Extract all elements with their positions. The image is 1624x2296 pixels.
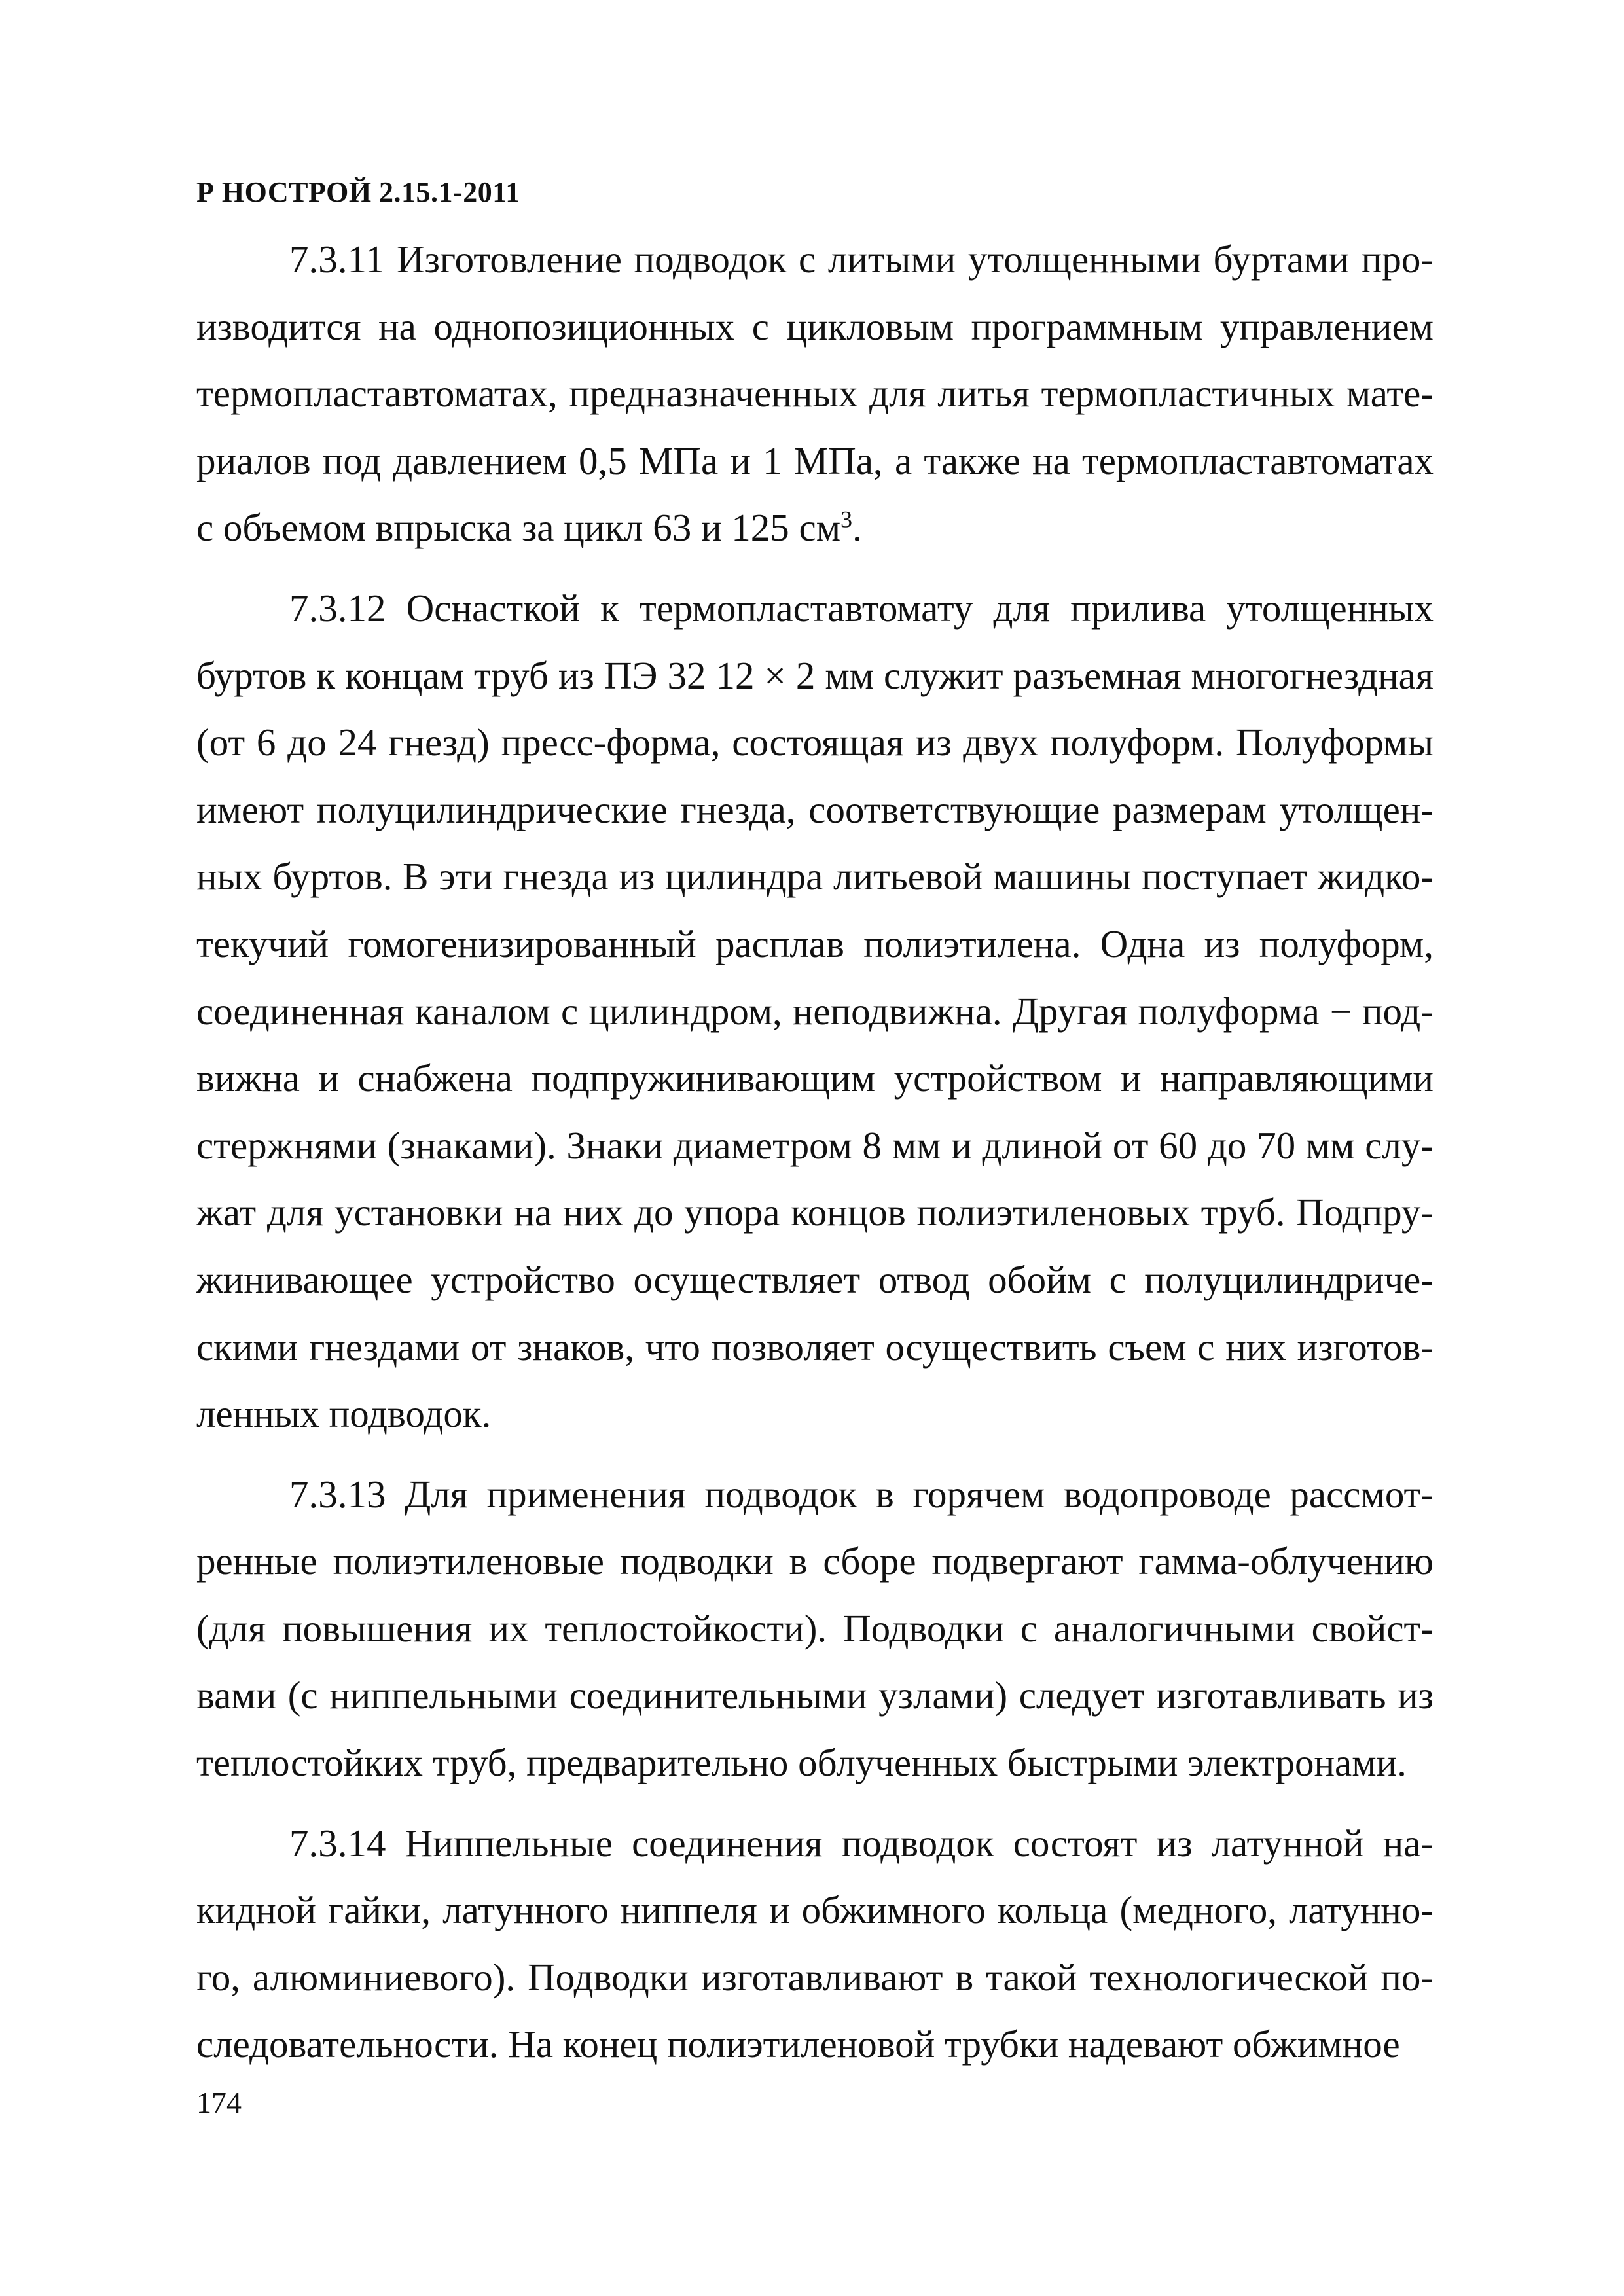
- document-header: Р НОСТРОЙ 2.15.1-2011: [196, 176, 520, 208]
- page-number: 174: [196, 2086, 242, 2119]
- document-body: [196, 226, 1434, 2091]
- paragraph-text: 7.3.12 Оснасткой к термопластавтомату для прилива утолщенных буртов к концам труб из ПЭ 32 12 × 2 мм служит разъемная многогнездная (от 6 до 24 гнезд) пресс-форма, состоящая из двух полуформ. Полуформы имеют полуцилиндрические гнезда, соответствующие размерам утолщенных буртов. В эти гнезда из цилиндра литьевой машины поступает жидкотекучий гомогенизированный расплав полиэтилена. Одна из полуформ, соединенная каналом с цилиндром, неподвижна. Другая полуформа − подвижна и снабжена подпружинивающим устройством и направляющими стержнями (знаками). Знаки диаметром 8 мм и длиной от 60 до 70 мм служат для установки на них до упора концов полиэтиленовых труб. Подпружинивающее устройство осуществляет отвод обойм с полуцилиндрическими гнездами от знаков, что позволяет осуществить съем с них изготовленных подводок.: [196, 586, 1434, 1436]
- paragraph-text: 7.3.11 Изготовление подводок с литыми утолщенными буртами производится на однопозиционных с цикловым программным управлением термопластавтоматах, предназначенных для литья термопластичных материалов под давлением 0,5 МПа и 1 МПа, а также на термопластавтоматах с объемом впрыска за цикл 63 и 125 см: [196, 238, 1434, 550]
- paragraph-suffix: .: [852, 506, 862, 550]
- paragraph-text: 7.3.14 Ниппельные соединения подводок состоят из латунной накидной гайки, латунного ниппеля и обжимного кольца (медного, латунного, алюминиевого). Подводки изготавливают в такой технологической последовательности. На конец полиэтиленовой трубки надевают обжимное: [196, 1821, 1434, 2066]
- paragraph-7-3-12: [196, 575, 1434, 1448]
- superscript: 3: [840, 506, 853, 533]
- paragraph-7-3-14: [196, 1810, 1434, 2078]
- paragraph-7-3-13: [196, 1461, 1434, 1797]
- paragraph-7-3-11: [196, 226, 1434, 562]
- paragraph-text: 7.3.13 Для применения подводок в горячем водопроводе рассмотренные полиэтиленовые подводки в сборе подвергают гамма-облучению (для повышения их теплостойкости). Подводки с аналогичными свойствами (с ниппельными соединительными узлами) следует изготавливать из теплостойких труб, предварительно облученных быстрыми электронами.: [196, 1472, 1434, 1785]
